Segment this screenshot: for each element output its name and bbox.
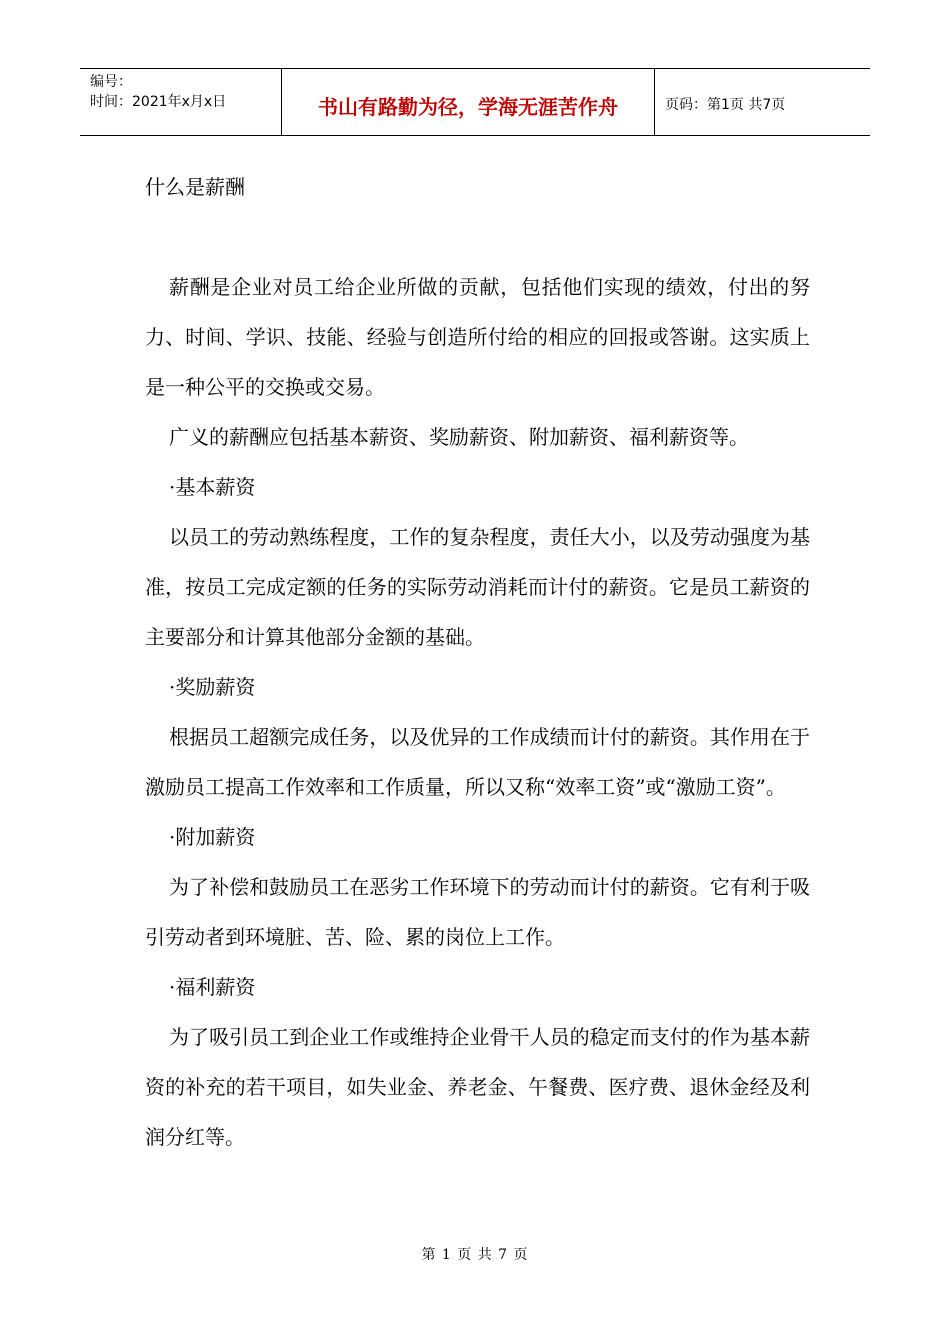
header-meta (80, 69, 282, 135)
paragraph: 薪酬是企业对员工给企业所做的贡献，包括他们实现的绩效，付出的努力、时间、学识、技能、经验与创造所付给的相应的回报或答谢。这实质上是一种公平的交换或交易。 (145, 275, 810, 399)
section-text: 为了吸引员工到企业工作或维持企业骨干人员的稳定而支付的作为基本薪资的补充的若干项目，如失业金、养老金、午餐费、医疗费、退休金经及利润分红等。 (145, 1025, 810, 1149)
section-heading: ·基本薪资 (169, 475, 256, 499)
section-text: 以员工的劳动熟练程度，工作的复杂程度，责任大小，以及劳动强度为基准，按员工完成定额的任务的实际劳动消耗而计付的薪资。它是员工薪资的主要部分和计算其他部分金额的基础。 (145, 525, 810, 649)
section-heading: ·福利薪资 (169, 975, 256, 999)
document-body (145, 162, 810, 1162)
paragraph: 广义的薪酬应包括基本薪资、奖励薪资、附加薪资、福利薪资等。 (169, 425, 749, 449)
header-page-info: 页码：第1页 共7页 (665, 97, 786, 113)
section-text: 为了补偿和鼓励员工在恶劣工作环境下的劳动而计付的薪资。它有利于吸引劳动者到环境脏、苦、险、累的岗位上工作。 (145, 875, 810, 949)
header-motto: 书山有路勤为径，学海无涯苦作舟 (282, 69, 655, 135)
section-text: 根据员工超额完成任务，以及优异的工作成绩而计付的薪资。其作用在于激励员工提高工作效率和工作质量，所以又称“效率工资”或“激励工资”。 (145, 725, 810, 799)
time-label: 时间：2021年x月x日 (90, 94, 227, 110)
section-heading: ·附加薪资 (169, 825, 256, 849)
document-title: 什么是薪酬 (145, 175, 245, 199)
section-heading: ·奖励薪资 (169, 675, 256, 699)
number-label: 编号： (90, 74, 132, 90)
page-footer: 第 1 页 共 7 页 (421, 1247, 529, 1263)
page-header (80, 68, 870, 136)
